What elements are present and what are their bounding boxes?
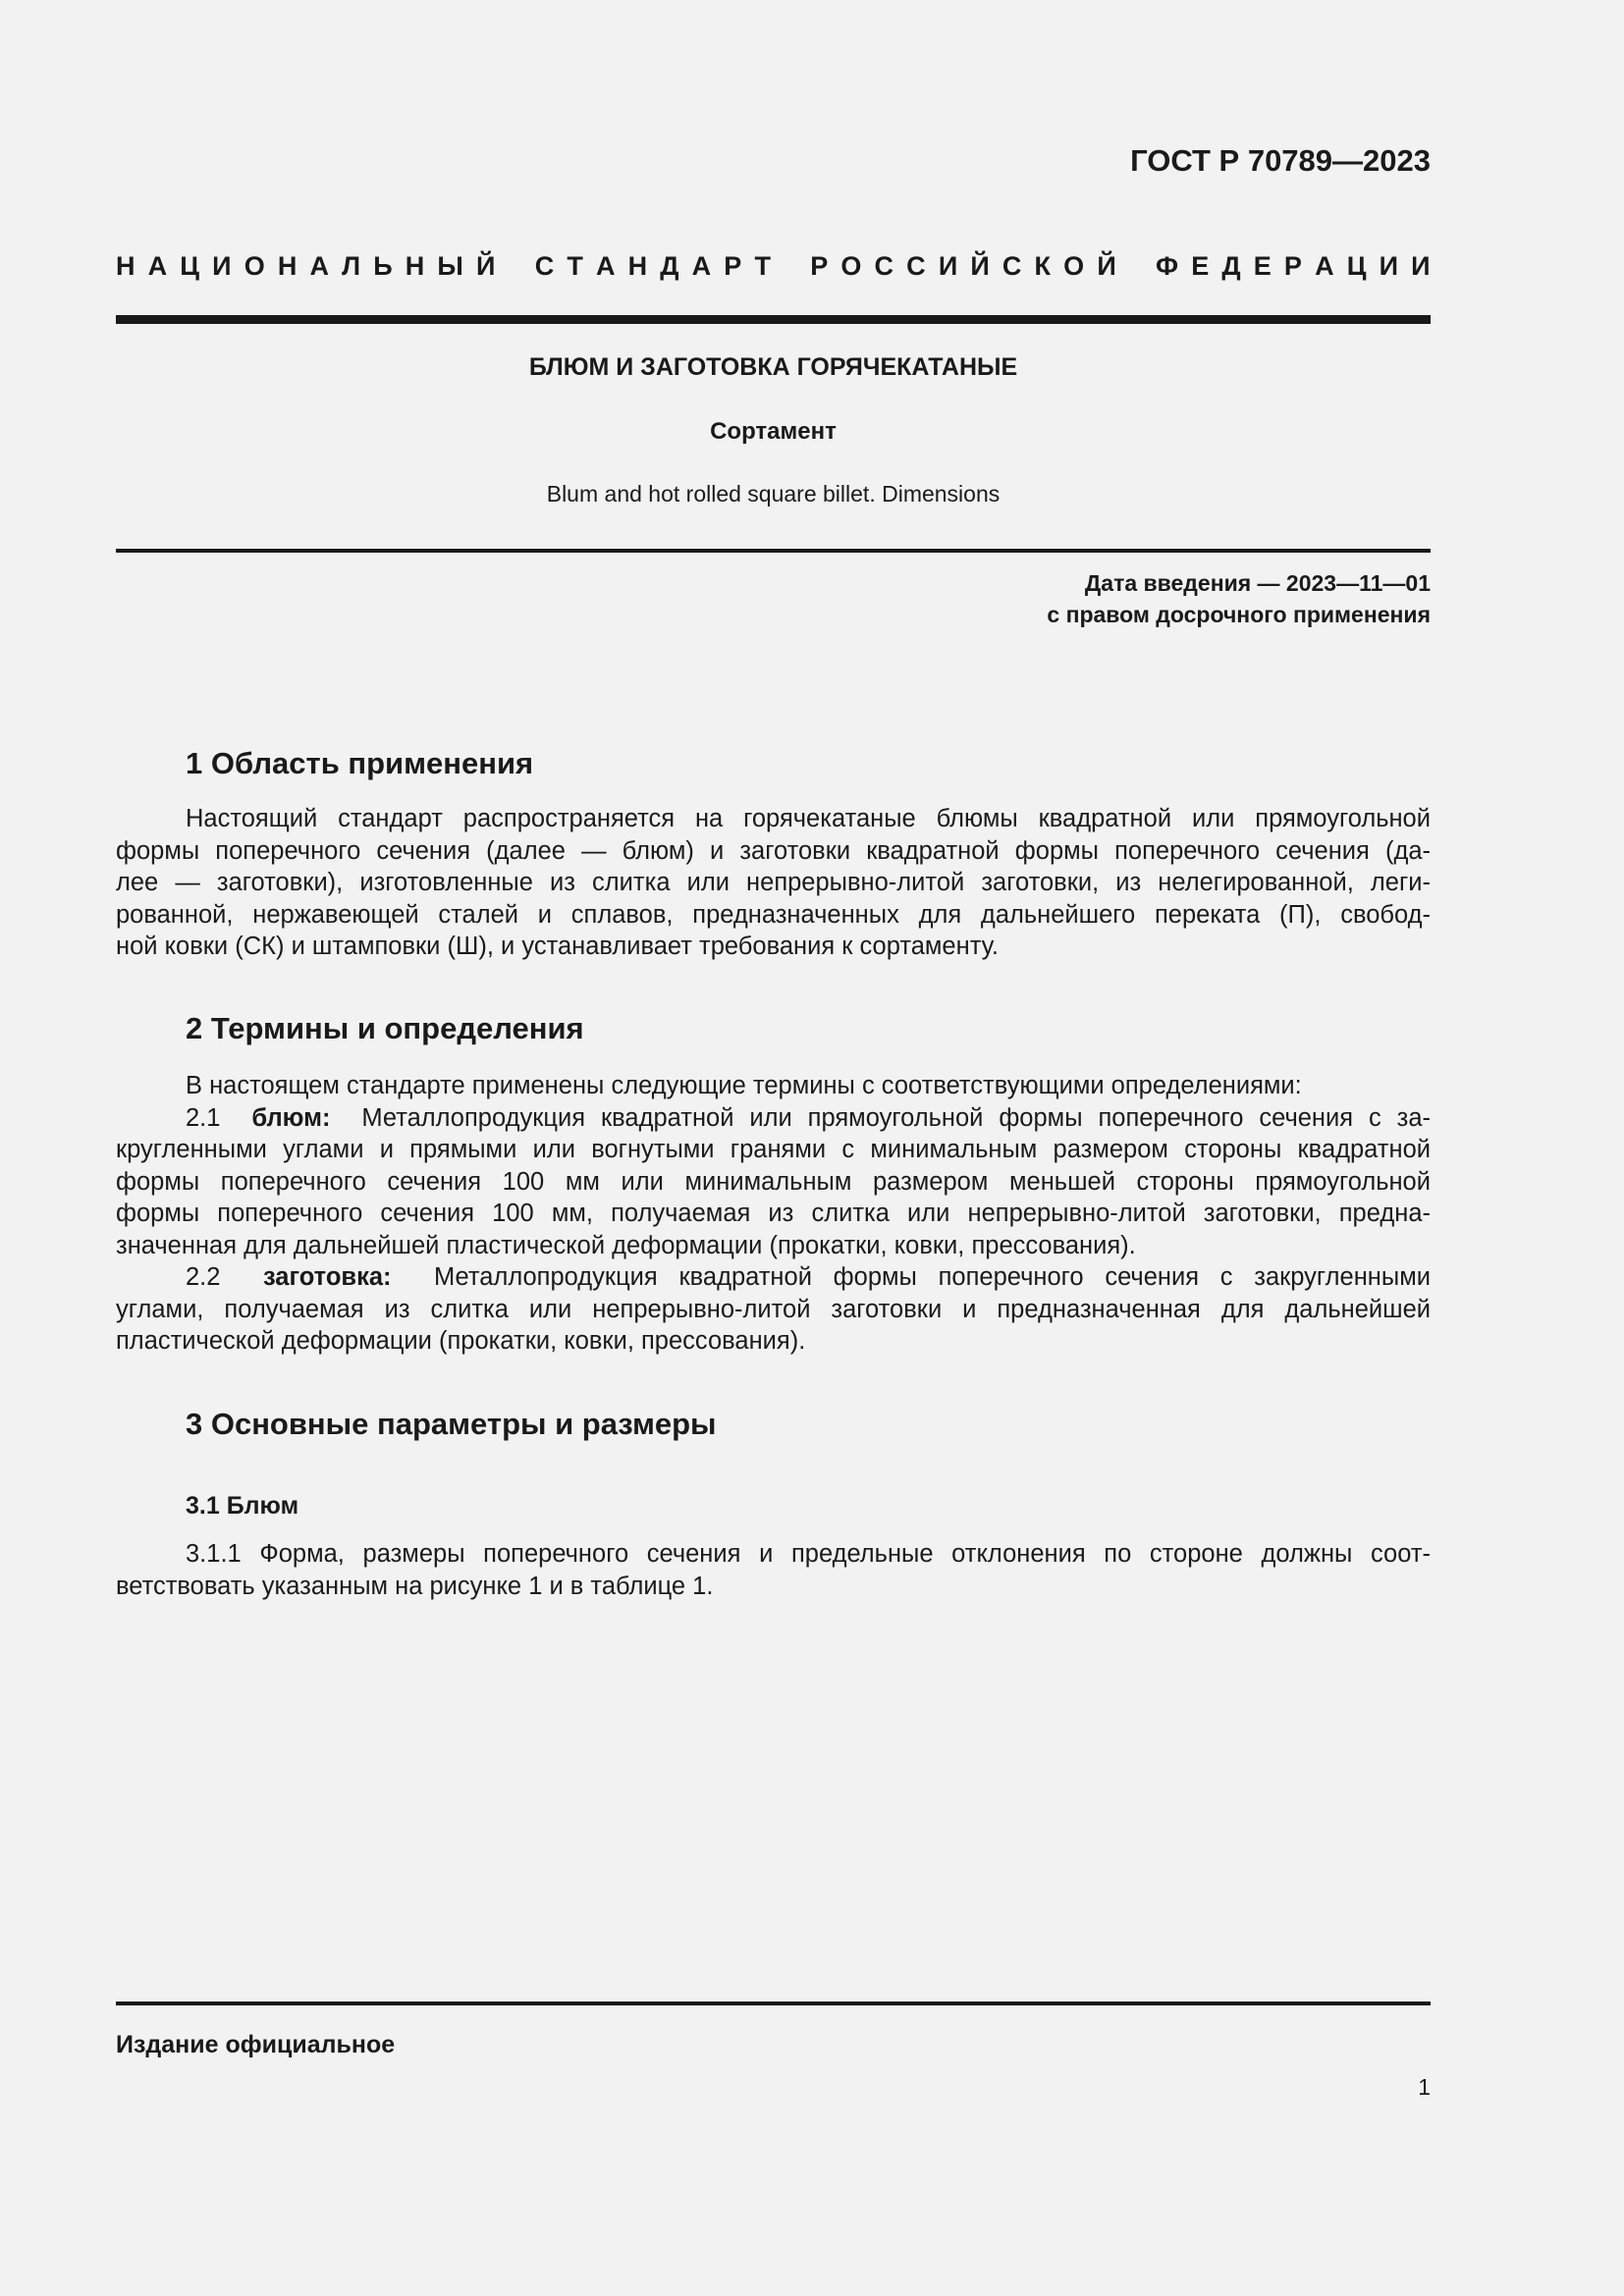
national-letter: Д	[660, 251, 679, 281]
paragraph-line: формы поперечного сечения 100 мм или минимальным размером меньшей стороны прямоугольной	[116, 1167, 1431, 1196]
national-letter: И	[1411, 251, 1431, 281]
english-title: Blum and hot rolled square billet. Dimensions	[546, 481, 1001, 507]
national-letter: И	[938, 251, 958, 281]
paragraph-line: формы поперечного сечения (далее — блюм) и заготовки квадратной формы поперечного сечения (да-	[116, 836, 1431, 865]
national-letter: Н	[405, 251, 425, 281]
term-definition: Металлопродукция квадратной формы поперечного сечения с закругленными	[434, 1263, 1431, 1291]
national-letter: А	[309, 251, 329, 281]
national-letter: Р	[724, 251, 742, 281]
term-number: 2.2	[186, 1263, 221, 1291]
early-application-note: с правом досрочного применения	[1047, 602, 1431, 627]
section-3-heading: 3 Основные параметры и размеры	[186, 1407, 717, 1441]
paragraph-line: значенная для дальнейшей пластической деформации (прокатки, ковки, прессования).	[116, 1231, 1136, 1259]
national-letter: Ц	[180, 251, 200, 281]
introduction-date: Дата введения — 2023—11—01	[1084, 570, 1431, 596]
national-letter: О	[840, 251, 862, 281]
national-letter: Д	[1221, 251, 1241, 281]
national-letter: И	[1379, 251, 1398, 281]
term-2-2-first-line	[116, 1261, 1431, 1294]
section-3-paragraph	[116, 1538, 1431, 1602]
paragraph-line: кругленными углами и прямыми или вогнутыми гранями с минимальным размером стороны квадратной	[116, 1136, 1431, 1163]
term-name: блюм:	[251, 1103, 331, 1132]
section-1-heading: 1 Область применения	[186, 746, 534, 780]
standard-code: ГОСТ Р 70789—2023	[1130, 143, 1431, 178]
national-letter: Т	[567, 251, 583, 281]
word-gap	[1129, 251, 1143, 282]
paragraph-line: Настоящий стандарт распространяется на горячекатаные блюмы квадратной или прямоугольной	[186, 805, 1431, 832]
national-letter: С	[874, 251, 894, 281]
national-letter: С	[1001, 251, 1022, 281]
paragraph-line: пластической деформации (прокатки, ковки, прессования).	[116, 1327, 806, 1355]
national-letter: Р	[810, 251, 829, 281]
national-letter: Т	[754, 251, 771, 281]
national-letter: Л	[342, 251, 361, 281]
paragraph-line: рованной, нержавеющей сталей и сплавов, предназначенных для дальнейшего переката (П), свобод-	[116, 900, 1431, 929]
page-number: 1	[1418, 2074, 1431, 2100]
national-letter: Н	[277, 251, 298, 281]
national-standard-line	[116, 251, 1431, 282]
national-letter: А	[1315, 251, 1334, 281]
introduction-date-block	[1047, 567, 1431, 630]
national-letter: Й	[970, 251, 990, 281]
paragraph-line: ной ковки (СК) и штамповки (Ш), и устанавливает требования к сортаменту.	[116, 933, 999, 960]
paragraph-line: формы поперечного сечения 100 мм, получаемая из слитка или непрерывно-литой заготовки, предна-	[116, 1200, 1431, 1227]
national-letter: Й	[476, 251, 496, 281]
national-letter: Ь	[373, 251, 393, 281]
national-letter: С	[534, 251, 555, 281]
national-letter: С	[906, 251, 926, 281]
paragraph-line: 3.1.1 Форма, размеры поперечного сечения и предельные отклонения по стороне должны соот-	[186, 1540, 1431, 1568]
word-gap	[784, 251, 797, 282]
term-2-1-first-line	[116, 1102, 1431, 1135]
term-name: заготовка:	[262, 1263, 392, 1291]
national-letter: Н	[116, 251, 135, 281]
section-1-paragraph	[116, 803, 1431, 963]
national-letter: А	[595, 251, 616, 281]
national-letter: А	[147, 251, 168, 281]
term-number: 2.1	[186, 1103, 221, 1132]
paragraph-line: ветствовать указанным на рисунке 1 и в таблице 1.	[116, 1572, 714, 1600]
footer-rule	[116, 2002, 1431, 2005]
header-thick-rule	[116, 315, 1431, 324]
paragraph-line: углами, получаемая из слитка или непрерывно-литой заготовки и предназначенная для дальнейшей	[116, 1295, 1431, 1323]
national-letter: О	[244, 251, 265, 281]
national-letter: О	[1063, 251, 1085, 281]
national-letter: Ф	[1156, 251, 1179, 281]
national-letter: Н	[627, 251, 648, 281]
national-letter: Ы	[437, 251, 463, 281]
header-thin-rule	[116, 549, 1431, 553]
national-letter: Е	[1253, 251, 1272, 281]
term-definition: Металлопродукция квадратной или прямоугольной формы поперечного сечения с за-	[361, 1103, 1432, 1132]
official-edition-label: Издание официальное	[116, 2031, 396, 2058]
section-2-intro: В настоящем стандарте применены следующие термины с соответствующими определениями:	[186, 1072, 1302, 1099]
national-letter: Е	[1191, 251, 1210, 281]
national-letter: Ц	[1346, 251, 1367, 281]
national-letter: И	[212, 251, 232, 281]
section-2-heading: 2 Термины и определения	[186, 1011, 584, 1045]
national-letter: Й	[1097, 251, 1116, 281]
national-letter: Р	[1283, 251, 1302, 281]
document-subtitle: Сортамент	[710, 418, 837, 445]
subsection-3-1-heading: 3.1 Блюм	[186, 1492, 299, 1520]
national-letter: А	[691, 251, 712, 281]
national-letter: К	[1034, 251, 1052, 281]
word-gap	[509, 251, 522, 282]
section-2-body	[116, 1070, 1431, 1358]
document-page	[116, 0, 1431, 2296]
paragraph-line: лее — заготовки), изготовленные из слитка или непрерывно-литой заготовки, из нелегированной, леги-	[116, 869, 1431, 896]
document-title: БЛЮМ И ЗАГОТОВКА ГОРЯЧЕКАТАНЫЕ	[528, 353, 1018, 381]
